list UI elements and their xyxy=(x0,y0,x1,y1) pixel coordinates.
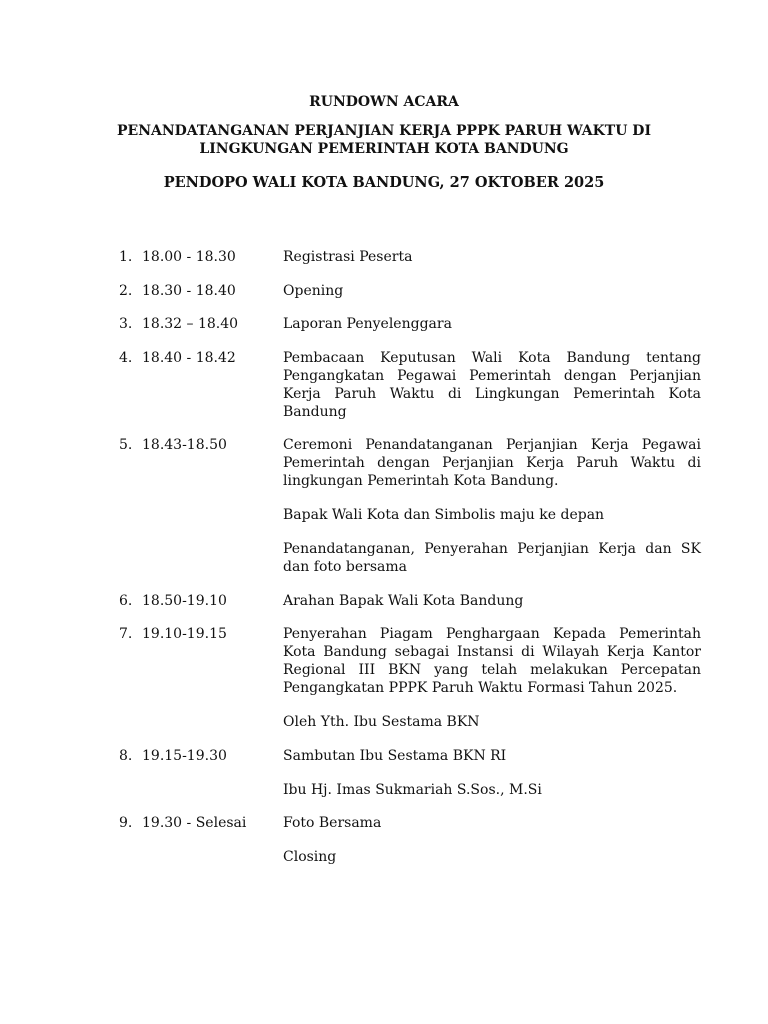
item-time: 18.00 - 18.30 xyxy=(142,249,236,265)
venue-date: PENDOPO WALI KOTA BANDUNG, 27 OKTOBER 2025 xyxy=(163,174,605,191)
item-description-line: Opening xyxy=(283,282,344,299)
rundown-item xyxy=(119,248,701,266)
item-number: 4. xyxy=(119,349,133,366)
item-description-line: Closing xyxy=(283,849,337,865)
rundown-item xyxy=(119,625,701,731)
item-time: 18.32 – 18.40 xyxy=(142,316,239,332)
item-description-line: Sambutan Ibu Sestama BKN RI xyxy=(283,747,507,764)
subtitle-line-2: LINGKUNGAN PEMERINTAH KOTA BANDUNG xyxy=(199,141,569,157)
rundown-item xyxy=(119,436,701,576)
item-time: 19.15-19.30 xyxy=(142,747,227,764)
item-time: 18.50-19.10 xyxy=(142,592,227,609)
item-description-line: Penandatanganan, Penyerahan Perjanjian Kerja dan SK dan foto bersama xyxy=(283,541,701,575)
item-number: 2. xyxy=(119,282,133,299)
item-number: 6. xyxy=(119,592,133,609)
item-time: 18.43-18.50 xyxy=(142,437,227,453)
item-description xyxy=(283,248,701,266)
subtitle-line-1: PENANDATANGANAN PERJANJIAN KERJA PPPK PARUH WAKTU DI xyxy=(117,123,651,139)
rundown-item xyxy=(119,747,701,799)
item-description xyxy=(283,814,701,866)
item-description-line: Registrasi Peserta xyxy=(283,249,413,265)
item-number: 5. xyxy=(119,437,133,453)
item-number: 7. xyxy=(119,626,133,642)
rundown-item xyxy=(119,282,701,300)
item-description-line: Ceremoni Penandatanganan Perjanjian Kerja Pegawai Pemerintah dengan Perjanjian Kerja Paruh Waktu di lingkungan Pemerintah Kota Bandung. xyxy=(283,437,701,489)
item-number: 1. xyxy=(119,249,133,265)
item-time: 19.30 - Selesai xyxy=(142,815,247,831)
item-time: 18.30 - 18.40 xyxy=(142,282,236,299)
item-description xyxy=(283,747,701,799)
item-number: 9. xyxy=(119,815,133,831)
item-description-line: Oleh Yth. Ibu Sestama BKN xyxy=(283,714,480,730)
item-description xyxy=(283,436,701,576)
item-description-line: Penyerahan Piagam Penghargaan Kepada Pemerintah Kota Bandung sebagai Instansi di Wilayah Kerja Kantor Regional III BKN yang telah melakukan Percepatan Pengangkatan PPPK Paruh Waktu Formasi Tahun 2025. xyxy=(283,626,701,696)
item-description xyxy=(283,349,701,421)
rundown-item xyxy=(119,349,701,421)
item-description xyxy=(283,592,701,610)
item-time: 18.40 - 18.42 xyxy=(142,349,236,366)
document-title: RUNDOWN ACARA xyxy=(309,94,459,110)
rundown-item xyxy=(119,315,701,333)
item-description xyxy=(283,282,701,300)
item-description xyxy=(283,625,701,731)
rundown-list xyxy=(119,248,701,882)
item-number: 3. xyxy=(119,316,133,332)
item-description-line: Foto Bersama xyxy=(283,815,382,831)
document-subtitle xyxy=(100,122,668,158)
item-number: 8. xyxy=(119,747,133,764)
item-description-line: Laporan Penyelenggara xyxy=(283,316,452,332)
item-description xyxy=(283,315,701,333)
rundown-item xyxy=(119,592,701,610)
item-description-line: Ibu Hj. Imas Sukmariah S.Sos., M.Si xyxy=(283,781,542,798)
item-description-line: Arahan Bapak Wali Kota Bandung xyxy=(283,592,524,609)
item-description-line: Pembacaan Keputusan Wali Kota Bandung tentang Pengangkatan Pegawai Pemerintah dengan Perjanjian Kerja Paruh Waktu di Lingkungan Pemerintah Kota Bandung xyxy=(283,349,701,420)
rundown-item xyxy=(119,814,701,866)
item-time: 19.10-19.15 xyxy=(142,626,227,642)
item-description-line: Bapak Wali Kota dan Simbolis maju ke depan xyxy=(283,507,605,523)
